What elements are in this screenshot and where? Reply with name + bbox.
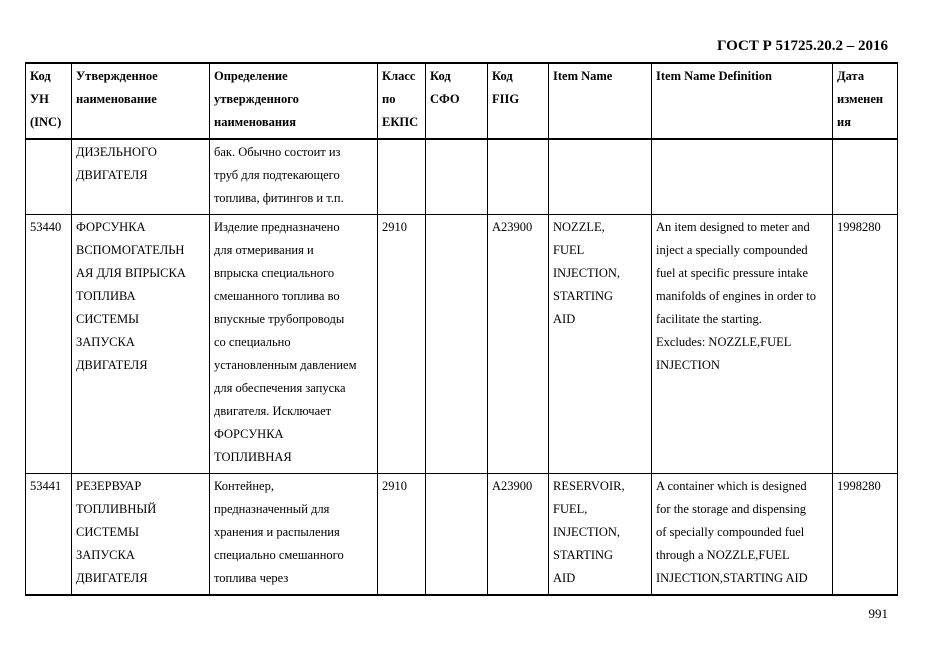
cell-code-sfo (426, 215, 488, 474)
cell-item-name: RESERVOIR, FUEL, INJECTION, STARTING AID (549, 474, 652, 596)
cell-approved-name: ДИЗЕЛЬНОГО ДВИГАТЕЛЯ (72, 139, 210, 215)
table-row (26, 215, 898, 474)
document-standard-header: ГОСТ Р 51725.20.2 – 2016 (716, 38, 888, 54)
header-definition: Определение утвержденного наименования (210, 63, 378, 139)
cell-definition: бак. Обычно состоит из труб для подтекающего топлива, фитингов и т.п. (210, 139, 378, 215)
cell-code-sfo (426, 474, 488, 596)
cell-approved-name: ФОРСУНКА ВСПОМОГАТЕЛЬН АЯ ДЛЯ ВПРЫСКА ТОПЛИВА СИСТЕМЫ ЗАПУСКА ДВИГАТЕЛЯ (72, 215, 210, 474)
table-row (26, 474, 898, 596)
header-code-fiig: Код FIIG (488, 63, 549, 139)
header-date-changed: Дата изменен ия (833, 63, 898, 139)
page-number: 991 (868, 606, 888, 621)
cell-code-sfo (426, 139, 488, 215)
cell-definition: Изделие предназначено для отмеривания и впрыска специального смешанного топлива во впускные трубопроводы со специально установленным давлением для обеспечения запуска двигателя. Исключает ФОРСУНКА ТОПЛИВНАЯ (210, 215, 378, 474)
table-header-row (26, 63, 898, 139)
cell-item-name (549, 139, 652, 215)
cell-item-name-definition: A container which is designed for the storage and dispensing of specially compounded fuel through a NOZZLE,FUEL INJECTION,STARTING AID (652, 474, 833, 596)
cell-code-fiig: A23900 (488, 215, 549, 474)
cell-date-changed: 1998280 (833, 215, 898, 474)
cell-item-name: NOZZLE, FUEL INJECTION, STARTING AID (549, 215, 652, 474)
header-item-name: Item Name (549, 63, 652, 139)
cell-date-changed: 1998280 (833, 474, 898, 596)
cell-item-name-definition: An item designed to meter and inject a specially compounded fuel at specific pressure intake manifolds of engines in order to facilitate the starting. Excludes: NOZZLE,FUEL INJECTION (652, 215, 833, 474)
specification-table (25, 62, 898, 596)
header-approved-name: Утвержденное наименование (72, 63, 210, 139)
cell-code-un (26, 139, 72, 215)
cell-code-un: 53441 (26, 474, 72, 596)
cell-approved-name: РЕЗЕРВУАР ТОПЛИВНЫЙ СИСТЕМЫ ЗАПУСКА ДВИГАТЕЛЯ (72, 474, 210, 596)
header-item-name-definition: Item Name Definition (652, 63, 833, 139)
cell-code-un: 53440 (26, 215, 72, 474)
cell-date-changed (833, 139, 898, 215)
header-class-ekps: Класс по ЕКПС (378, 63, 426, 139)
cell-code-fiig (488, 139, 549, 215)
cell-class-ekps: 2910 (378, 474, 426, 596)
cell-code-fiig: A23900 (488, 474, 549, 596)
cell-item-name-definition (652, 139, 833, 215)
cell-class-ekps: 2910 (378, 215, 426, 474)
header-code-un: Код УН (INC) (26, 63, 72, 139)
table-row (26, 139, 898, 215)
cell-definition: Контейнер, предназначенный для хранения и распыления специально смешанного топлива через (210, 474, 378, 596)
header-code-sfo: Код СФО (426, 63, 488, 139)
cell-class-ekps (378, 139, 426, 215)
